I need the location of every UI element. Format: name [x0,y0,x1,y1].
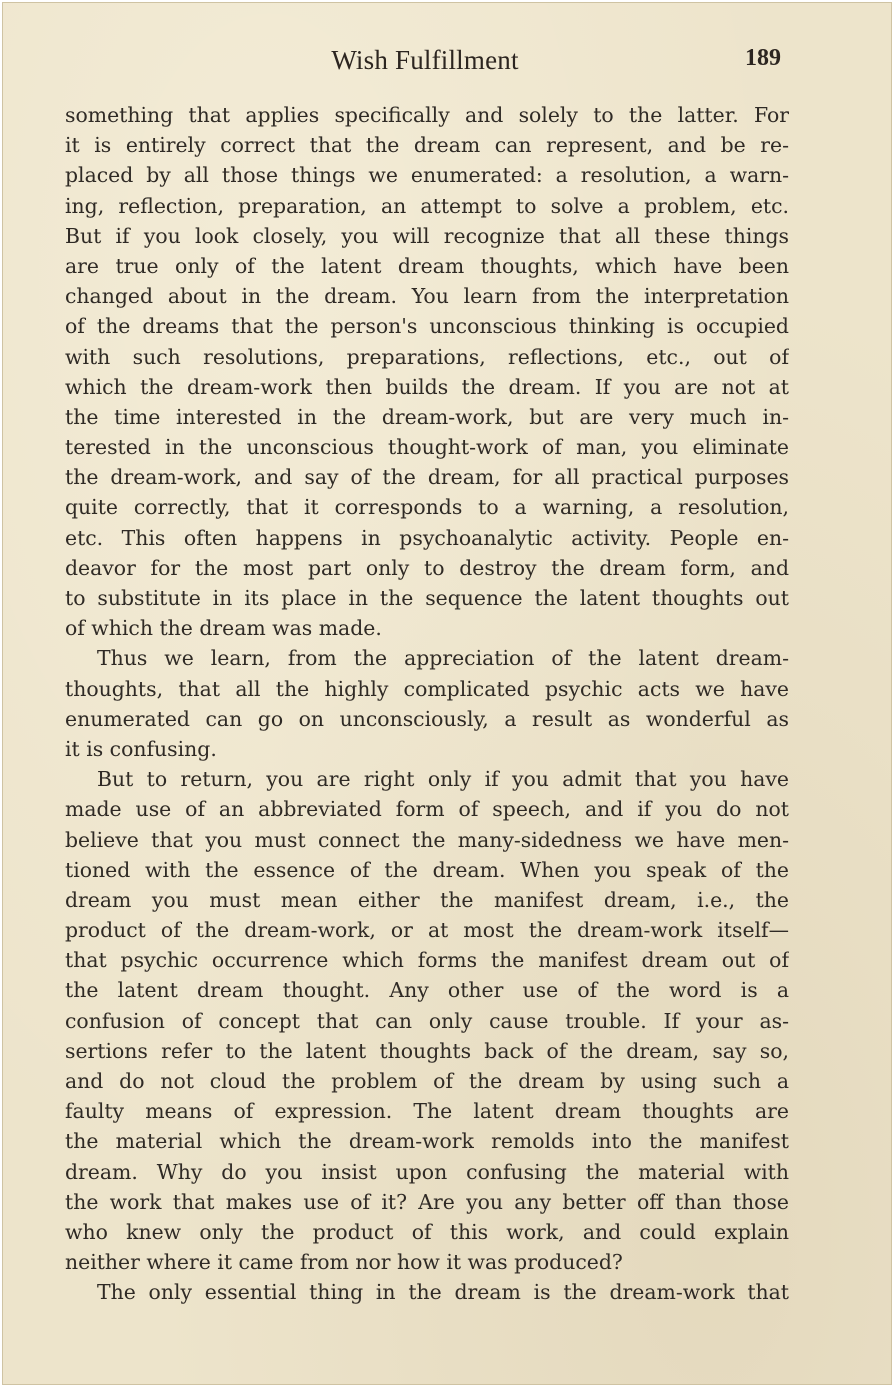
text-line: of which the dream was made. [65,616,382,641]
text-line: it is confusing. [65,736,217,761]
text-line: that psychic occurrence which forms the manifest dream out of [65,948,789,973]
text-line: tioned with the essence of the dream. When you speak of the [65,857,789,882]
text-line: deavor for the most part only to destroy the dream form, and [65,555,789,580]
text-line: neither where it came from nor how it was produced? [65,1250,623,1275]
text-line: thoughts, that all the highly complicated psychic acts we have [65,676,789,701]
page-header [65,45,785,81]
text-line: sertions refer to the latent thoughts back of the dream, say so, [65,1038,789,1063]
text-line: terested in the unconscious thought-work of man, you eliminate [65,435,789,460]
text-line: But to return, you are right only if you admit that you have [97,767,789,792]
text-line: The only essential thing in the dream is the dream-work that [97,1280,789,1305]
text-line: believe that you must connect the many-sidedness we have men- [65,827,789,852]
text-line: dream you must mean either the manifest dream, i.e., the [65,887,789,912]
text-line: something that applies specifically and solely to the latter. For [65,103,789,127]
text-line: who knew only the product of this work, and could explain [65,1219,789,1244]
text-line: are true only of the latent dream thoughts, which have been [65,253,789,278]
text-line: to substitute in its place in the sequence the latent thoughts out [65,586,789,610]
text-line: enumerated can go on unconsciously, a result as wonderful as [65,706,789,731]
text-line: quite correctly, that it corresponds to a warning, a resolution, [65,495,789,520]
text-line: the time interested in the dream-work, but are very much in- [65,404,789,429]
text-line: confusion of concept that can only cause trouble. If your as- [65,1008,789,1033]
text-line: placed by all those things we enumerated: a resolution, a warn- [65,163,789,188]
running-title: Wish Fulfillment [331,45,519,75]
text-line: the dream-work, and say of the dream, for all practical purposes [65,465,789,490]
text-line: changed about in the dream. You learn from the interpretation [65,284,789,309]
text-line: the work that makes use of it? Are you any better off than those [65,1189,789,1214]
text-line: and do not cloud the problem of the dream by using such a [65,1069,789,1093]
text-line: the latent dream thought. Any other use of the word is a [65,978,789,1003]
text-line: faulty means of expression. The latent dream thoughts are [65,1099,789,1124]
text-line: But if you look closely, you will recognize that all these things [65,223,789,248]
text-line: it is entirely correct that the dream can represent, and be re- [65,133,789,158]
book-page [2,2,892,1385]
text-line: made use of an abbreviated form of speech, and if you do not [65,797,789,822]
page-number: 189 [745,45,781,71]
text-line: of the dreams that the person's unconscious thinking is occupied [65,314,789,339]
text-line: which the dream-work then builds the dream. If you are not at [65,374,789,399]
text-line: ing, reflection, preparation, an attempt to solve a problem, etc. [65,193,789,218]
text-line: dream. Why do you insist upon confusing the material with [65,1159,789,1184]
text-line: with such resolutions, preparations, reflections, etc., out of [65,344,789,369]
paragraph-3 [65,764,789,1277]
text-line: Thus we learn, from the appreciation of the latent dream- [97,646,789,671]
paragraph-1 [65,100,789,643]
paragraph-2 [65,643,789,764]
text-line: product of the dream-work, or at most the dream-work itself— [65,918,789,943]
text-line: etc. This often happens in psychoanalytic activity. People en- [65,525,789,550]
text-line: the material which the dream-work remolds into the manifest [65,1129,789,1154]
body-text [65,100,789,1308]
paragraph-4 [65,1277,789,1307]
